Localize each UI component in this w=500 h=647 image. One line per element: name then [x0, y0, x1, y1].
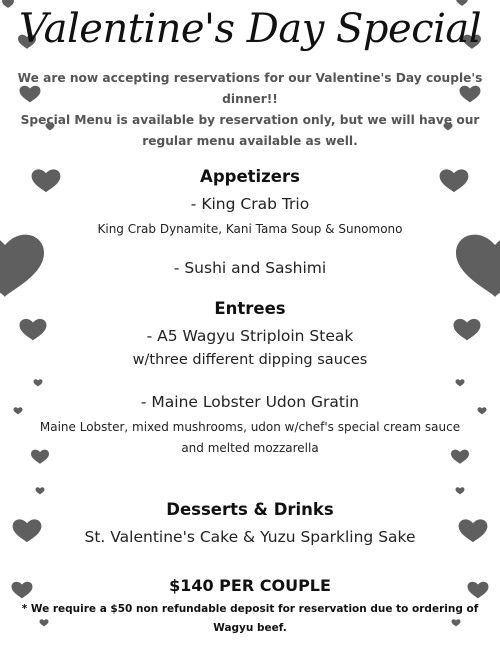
note-line: * We require a $50 non refundable deposit for reservation due to ordering of	[21, 603, 479, 615]
description-line: Maine Lobster, mixed mushrooms, udon w/chef's special cream sauce	[39, 420, 461, 434]
entrees-heading: Entrees	[214, 299, 286, 318]
appetizer-item-description: King Crab Dynamite, Kani Tama Soup & Sunomono	[97, 222, 403, 236]
intro-line: regular menu available as well.	[142, 134, 358, 148]
page-title: Valentine's Day Special	[18, 6, 482, 52]
note-line: Wagyu beef.	[213, 622, 287, 634]
intro-text	[0, 68, 500, 152]
heart-icon	[456, 487, 465, 494]
intro-line: We are now accepting reservations for our Valentine's Day couple's	[17, 71, 483, 85]
entree-item-description	[0, 417, 500, 459]
entree-item-lobster-udon: - Maine Lobster Udon Gratin	[140, 393, 360, 411]
entree-item-wagyu-steak: - A5 Wagyu Striploin Steak	[146, 327, 354, 345]
price-label: $140 PER COUPLE	[169, 576, 331, 595]
appetizers-heading: Appetizers	[200, 167, 300, 186]
appetizer-item-king-crab-trio: - King Crab Trio	[190, 195, 310, 213]
intro-line: Special Menu is available by reservation only, but we will have our	[20, 113, 480, 127]
deposit-note	[0, 600, 500, 638]
intro-line: dinner!!	[222, 92, 278, 106]
heart-icon	[36, 487, 45, 494]
dessert-item: St. Valentine's Cake & Yuzu Sparkling Sake	[84, 528, 416, 546]
description-line: and melted mozzarella	[181, 441, 319, 455]
appetizer-item-sushi-sashimi: - Sushi and Sashimi	[173, 259, 327, 277]
desserts-heading: Desserts & Drinks	[166, 500, 334, 519]
entree-item-description: w/three different dipping sauces	[132, 352, 368, 368]
heart-icon	[34, 379, 43, 386]
heart-icon	[456, 379, 465, 386]
